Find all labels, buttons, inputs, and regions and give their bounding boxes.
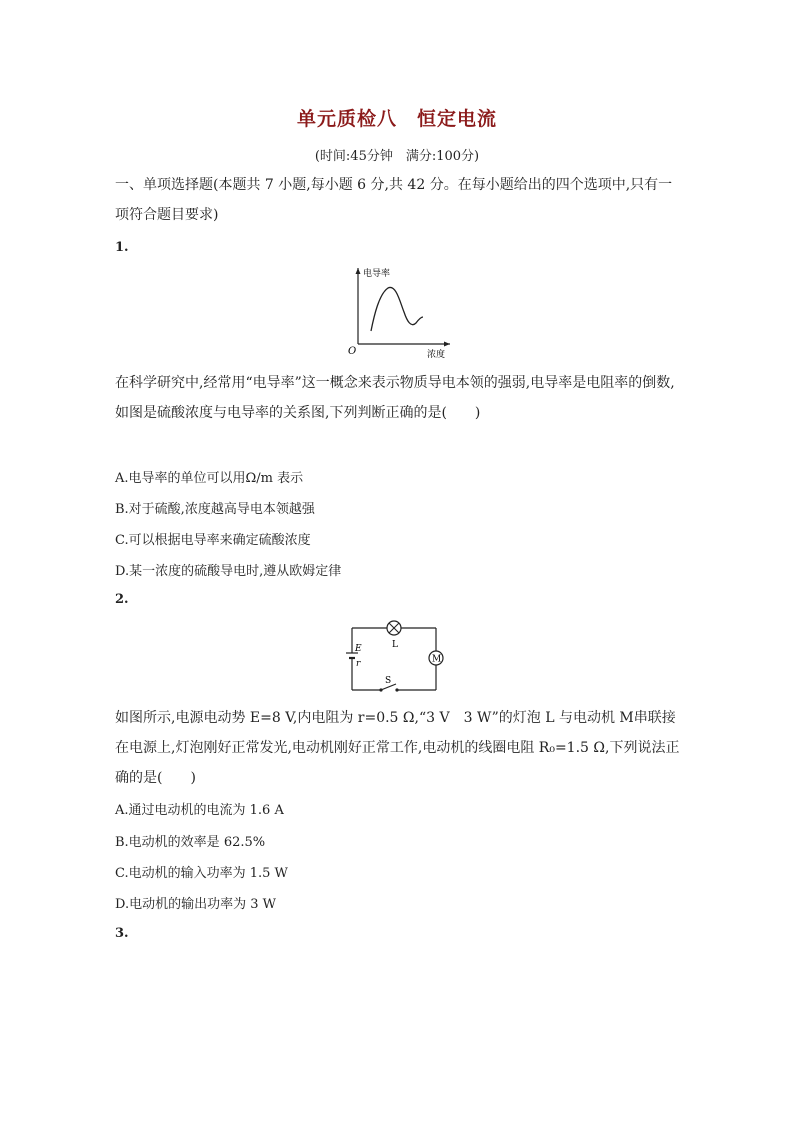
question-1-option-a: A.电导率的单位可以用Ω/m 表示 <box>115 471 304 486</box>
question-2-number: 2. <box>115 592 129 607</box>
origin-label: O <box>348 346 357 357</box>
question-2-stem: 如图所示,电源电动势 E=8 V,内电阻为 r=0.5 Ω,“3 V 3 W”的灯泡 L 与电动机 M串联接在电源上,灯泡刚好正常发光,电动机刚好正常工作,电动机的线圈电阻 R₀=1.5 Ω,下列说法正确的是( ) <box>115 710 680 786</box>
lamp-icon <box>387 621 401 635</box>
question-2-option-c: C.电动机的输入功率为 1.5 W <box>115 866 288 881</box>
section-instructions: 一、单项选择题(本题共 7 小题,每小题 6 分,共 42 分。在每小题给出的四个选项中,只有一项符合题目要求) <box>115 177 673 223</box>
lamp-label: L <box>392 640 398 650</box>
conductivity-curve <box>371 287 423 331</box>
question-1-option-d: D.某一浓度的硫酸导电时,遵从欧姆定律 <box>115 564 342 579</box>
question-1-number: 1. <box>115 240 129 255</box>
question-2-option-d: D.电动机的输出功率为 3 W <box>115 897 276 912</box>
page-title: 单元质检八 恒定电流 <box>296 108 497 130</box>
question-1-option-b: B.对于硫酸,浓度越高导电本领越强 <box>115 502 315 517</box>
question-2-option-a: A.通过电动机的电流为 1.6 A <box>115 803 284 818</box>
y-axis-label: 电导率 <box>363 269 391 279</box>
x-axis-label: 浓度 <box>427 350 446 360</box>
y-axis-arrow <box>356 268 361 274</box>
question-2-option-b: B.电动机的效率是 62.5% <box>115 835 266 850</box>
page-subtitle: (时间:45分钟 满分:100分) <box>314 149 480 164</box>
resistance-label: r <box>356 659 361 669</box>
switch-label: S <box>385 676 392 686</box>
x-axis-arrow <box>444 342 450 347</box>
circuit-diagram <box>340 618 450 698</box>
question-1-option-c: C.可以根据电导率来确定硫酸浓度 <box>115 533 311 548</box>
conductivity-graph <box>340 262 460 362</box>
question-1-stem: 在科学研究中,经常用“电导率”这一概念来表示物质导电本领的强弱,电导率是电阻率的倒数,如图是硫酸浓度与电导率的关系图,下列判断正确的是( ) <box>115 375 675 421</box>
question-3-number: 3. <box>115 926 129 941</box>
motor-label: M <box>432 654 442 665</box>
emf-label: E <box>355 644 362 654</box>
